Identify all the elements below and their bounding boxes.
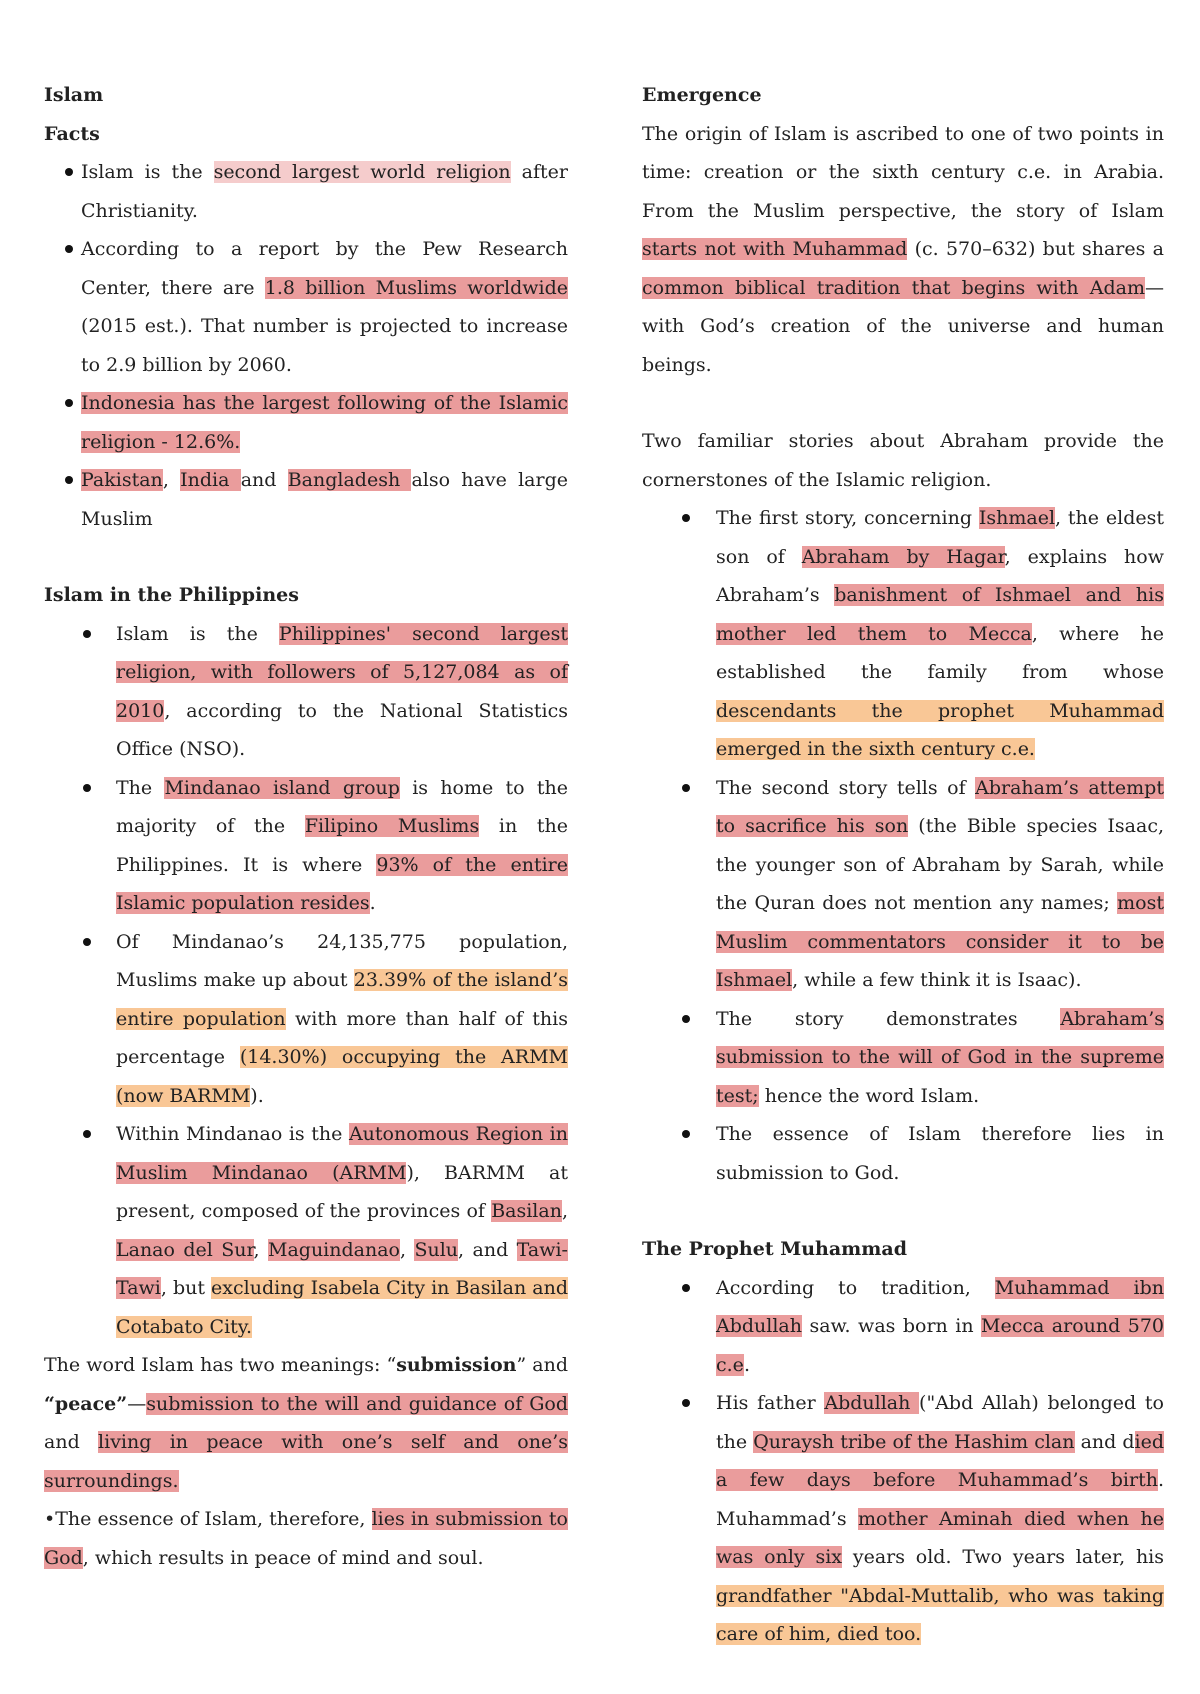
text-span: The story demonstrates — [716, 1007, 1061, 1030]
abraham-list — [682, 499, 1164, 1192]
text-span: (the Bible species Isaac, the younger son of Abraham by Sarah, while the Quran does not mention any names; — [716, 815, 1165, 914]
facts-list — [44, 153, 568, 538]
text-span: The — [116, 776, 165, 799]
highlight: Abraham’s attempt to sacrifice his son — [716, 776, 1164, 837]
highlight: banishment of Ishmael and his mother led them to Mecca — [716, 584, 1164, 645]
text-span: , but — [160, 1277, 212, 1299]
text-span: According to tradition, — [716, 1276, 995, 1299]
highlight: ied a few days before Muhammad’s birth — [716, 1430, 1164, 1491]
text-span: Within Mindanao is the — [116, 1123, 349, 1145]
text-span: , explains how Abraham’s — [716, 545, 1164, 606]
highlight: submission to the will and guidance of God — [146, 1392, 568, 1415]
highlight: Mecca around 570 c.e — [716, 1315, 1164, 1376]
text-span: His father — [716, 1392, 825, 1414]
text-span: , according to the National Statistics Office (NSO). — [116, 699, 568, 760]
highlight: lies in submission to God — [44, 1508, 568, 1569]
highlight: (14.30%) occupying the ARMM (now BARMM — [116, 1046, 568, 1107]
text-span: , while a few think it is Isaac). — [792, 969, 1082, 991]
highlight: 1.8 billion Muslims worldwide — [264, 276, 568, 299]
highlight: Muhammad ibn Abdullah — [716, 1276, 1164, 1337]
highlight: Mindanao island group — [164, 776, 400, 799]
list-item — [44, 153, 568, 230]
list-item — [682, 1115, 1164, 1192]
text-span: — — [127, 1392, 147, 1415]
text-span: The second story tells of — [716, 776, 976, 799]
text-span: and — [240, 469, 288, 491]
facts-heading: Facts — [44, 122, 100, 145]
text-span: (c. 570–632) but shares a — [907, 238, 1164, 260]
list-item — [44, 230, 568, 384]
highlight: Quraysh tribe of the Hashim clan — [753, 1430, 1075, 1453]
highlight: Lanao del Sur — [116, 1238, 254, 1261]
text-span: after Christianity. — [81, 161, 568, 222]
highlight: Ishmael — [978, 507, 1056, 529]
text-span: —with God’s creation of the universe and human beings. — [642, 276, 1164, 376]
highlight: India — [180, 469, 241, 491]
text-span: ). — [250, 1084, 264, 1107]
highlight: second largest world religion — [213, 161, 511, 183]
text-span: ), BARMM at present, composed of the provinces of — [116, 1161, 568, 1222]
prophet-heading: The Prophet Muhammad — [642, 1238, 907, 1260]
list-item — [682, 1269, 1164, 1385]
text-span: in the Philippines. It is where — [116, 815, 568, 876]
text-span: , — [561, 1200, 568, 1222]
list-item — [44, 384, 568, 461]
text-span: . Muhammad’s — [716, 1469, 1164, 1530]
text-span: is home to the majority of the — [116, 776, 568, 837]
highlight: Abraham by Hagar — [801, 545, 1005, 568]
abraham-intro: Two familiar stories about Abraham provide the cornerstones of the Islamic religion. — [642, 430, 1164, 491]
text-span: with more than half of this percentage — [116, 1007, 568, 1068]
text-span: , and — [458, 1238, 517, 1261]
list-item — [682, 1384, 1164, 1654]
text-span: , — [253, 1238, 268, 1261]
text-span: •The essence of Islam, therefore, — [44, 1508, 372, 1530]
highlight: 93% of the entire Islamic population resides — [116, 853, 568, 914]
philippines-heading: Islam in the Philippines — [44, 584, 299, 606]
highlight: descendants the prophet Muhammad emerged in the sixth century c.e. — [716, 699, 1164, 760]
highlight: excluding Isabela City in Basilan and Cotabato City. — [116, 1277, 568, 1338]
prophet-list — [682, 1269, 1164, 1654]
text-span: According to a report by the Pew Research Center, there are — [81, 238, 568, 299]
highlight: 23.39% of the island’s entire population — [116, 969, 568, 1030]
text-span: (2015 est.). That number is projected to increase to 2.9 billion by 2060. — [81, 315, 568, 376]
highlight: Bangladesh — [287, 469, 412, 491]
highlight: Maguindanao — [268, 1238, 400, 1261]
bold-term: submission — [396, 1354, 517, 1376]
text-span: The essence of Islam therefore lies in submission to God. — [716, 1123, 1164, 1184]
list-item — [682, 769, 1164, 1000]
text-span: , where he established the family from whose — [716, 622, 1165, 683]
meaning-paragraph — [44, 1346, 568, 1500]
left-column — [44, 76, 568, 1577]
highlight: Tawi-Tawi — [116, 1238, 568, 1299]
highlight: Pakistan — [81, 469, 163, 491]
text-span: Of Mindanao’s 24,135,775 population, Muslims make up about — [116, 930, 568, 991]
text-span: also have large Muslim — [81, 469, 568, 530]
text-span: years old. Two years later, his — [842, 1546, 1165, 1568]
text-span: The origin of Islam is ascribed to one of two points in time: creation or the sixth century c.e. in Arabia. From the Muslim perspective, the story of Islam — [642, 122, 1164, 222]
highlight: Philippines' second largest religion, with followers of 5,127,084 as of 2010 — [116, 622, 568, 722]
highlight: grandfather "Abdal-Muttalib, who was taking care of him, died too. — [716, 1584, 1164, 1645]
list-item — [44, 461, 568, 538]
text-span: and d — [1074, 1430, 1135, 1453]
highlight: Abdullah — [824, 1392, 920, 1414]
text-span: ” and — [516, 1354, 568, 1376]
highlight: Abraham’s submission to the will of God in the supreme test; — [716, 1007, 1164, 1107]
list-item — [682, 499, 1164, 769]
text-span: Islam is the — [81, 161, 214, 183]
list-item — [682, 1000, 1164, 1116]
text-span: saw. was born in — [802, 1315, 982, 1337]
origin-paragraph — [642, 115, 1164, 385]
highlight: Indonesia has the largest following of the Islamic religion - 12.6%. — [81, 392, 568, 453]
text-span: , — [400, 1238, 415, 1261]
text-span: Islam is the — [116, 622, 279, 645]
highlight: Autonomous Region in Muslim Mindanao (ARMM — [116, 1123, 568, 1184]
bold-term: “peace” — [44, 1392, 128, 1415]
text-span: The first story, concerning — [716, 507, 979, 529]
text-span: . — [369, 892, 376, 914]
list-item — [44, 923, 568, 1116]
text-span: and — [44, 1431, 99, 1453]
list-item — [44, 615, 568, 769]
document-title: Islam — [44, 84, 104, 106]
highlight: Basilan — [491, 1200, 562, 1222]
highlight: common biblical tradition that begins with Adam — [642, 276, 1145, 299]
text-span: The word Islam has two meanings: “ — [44, 1354, 397, 1376]
essence-paragraph — [44, 1500, 568, 1577]
highlight: mother Aminah died when he was only six — [716, 1507, 1164, 1568]
list-item — [44, 769, 568, 923]
highlight: Sulu — [414, 1238, 459, 1261]
text-span: , which results in peace of mind and soul. — [82, 1546, 484, 1569]
highlight: living in peace with one’s self and one’s surroundings. — [44, 1431, 568, 1492]
philippines-list — [44, 615, 568, 1347]
text-span: . — [743, 1353, 750, 1376]
text-span: , — [162, 469, 181, 491]
highlight: most Muslim commentators consider it to be Ishmael — [716, 892, 1164, 991]
right-column — [642, 76, 1164, 1654]
highlight: starts not with Muhammad — [642, 238, 908, 260]
highlight: Filipino Muslims — [304, 815, 480, 837]
text-span: ("Abd Allah) belonged to the — [716, 1392, 1164, 1453]
list-item — [44, 1115, 568, 1346]
emergence-heading: Emergence — [642, 84, 762, 106]
text-span: hence the word Islam. — [758, 1084, 980, 1107]
text-span: , the eldest son of — [716, 507, 1164, 568]
